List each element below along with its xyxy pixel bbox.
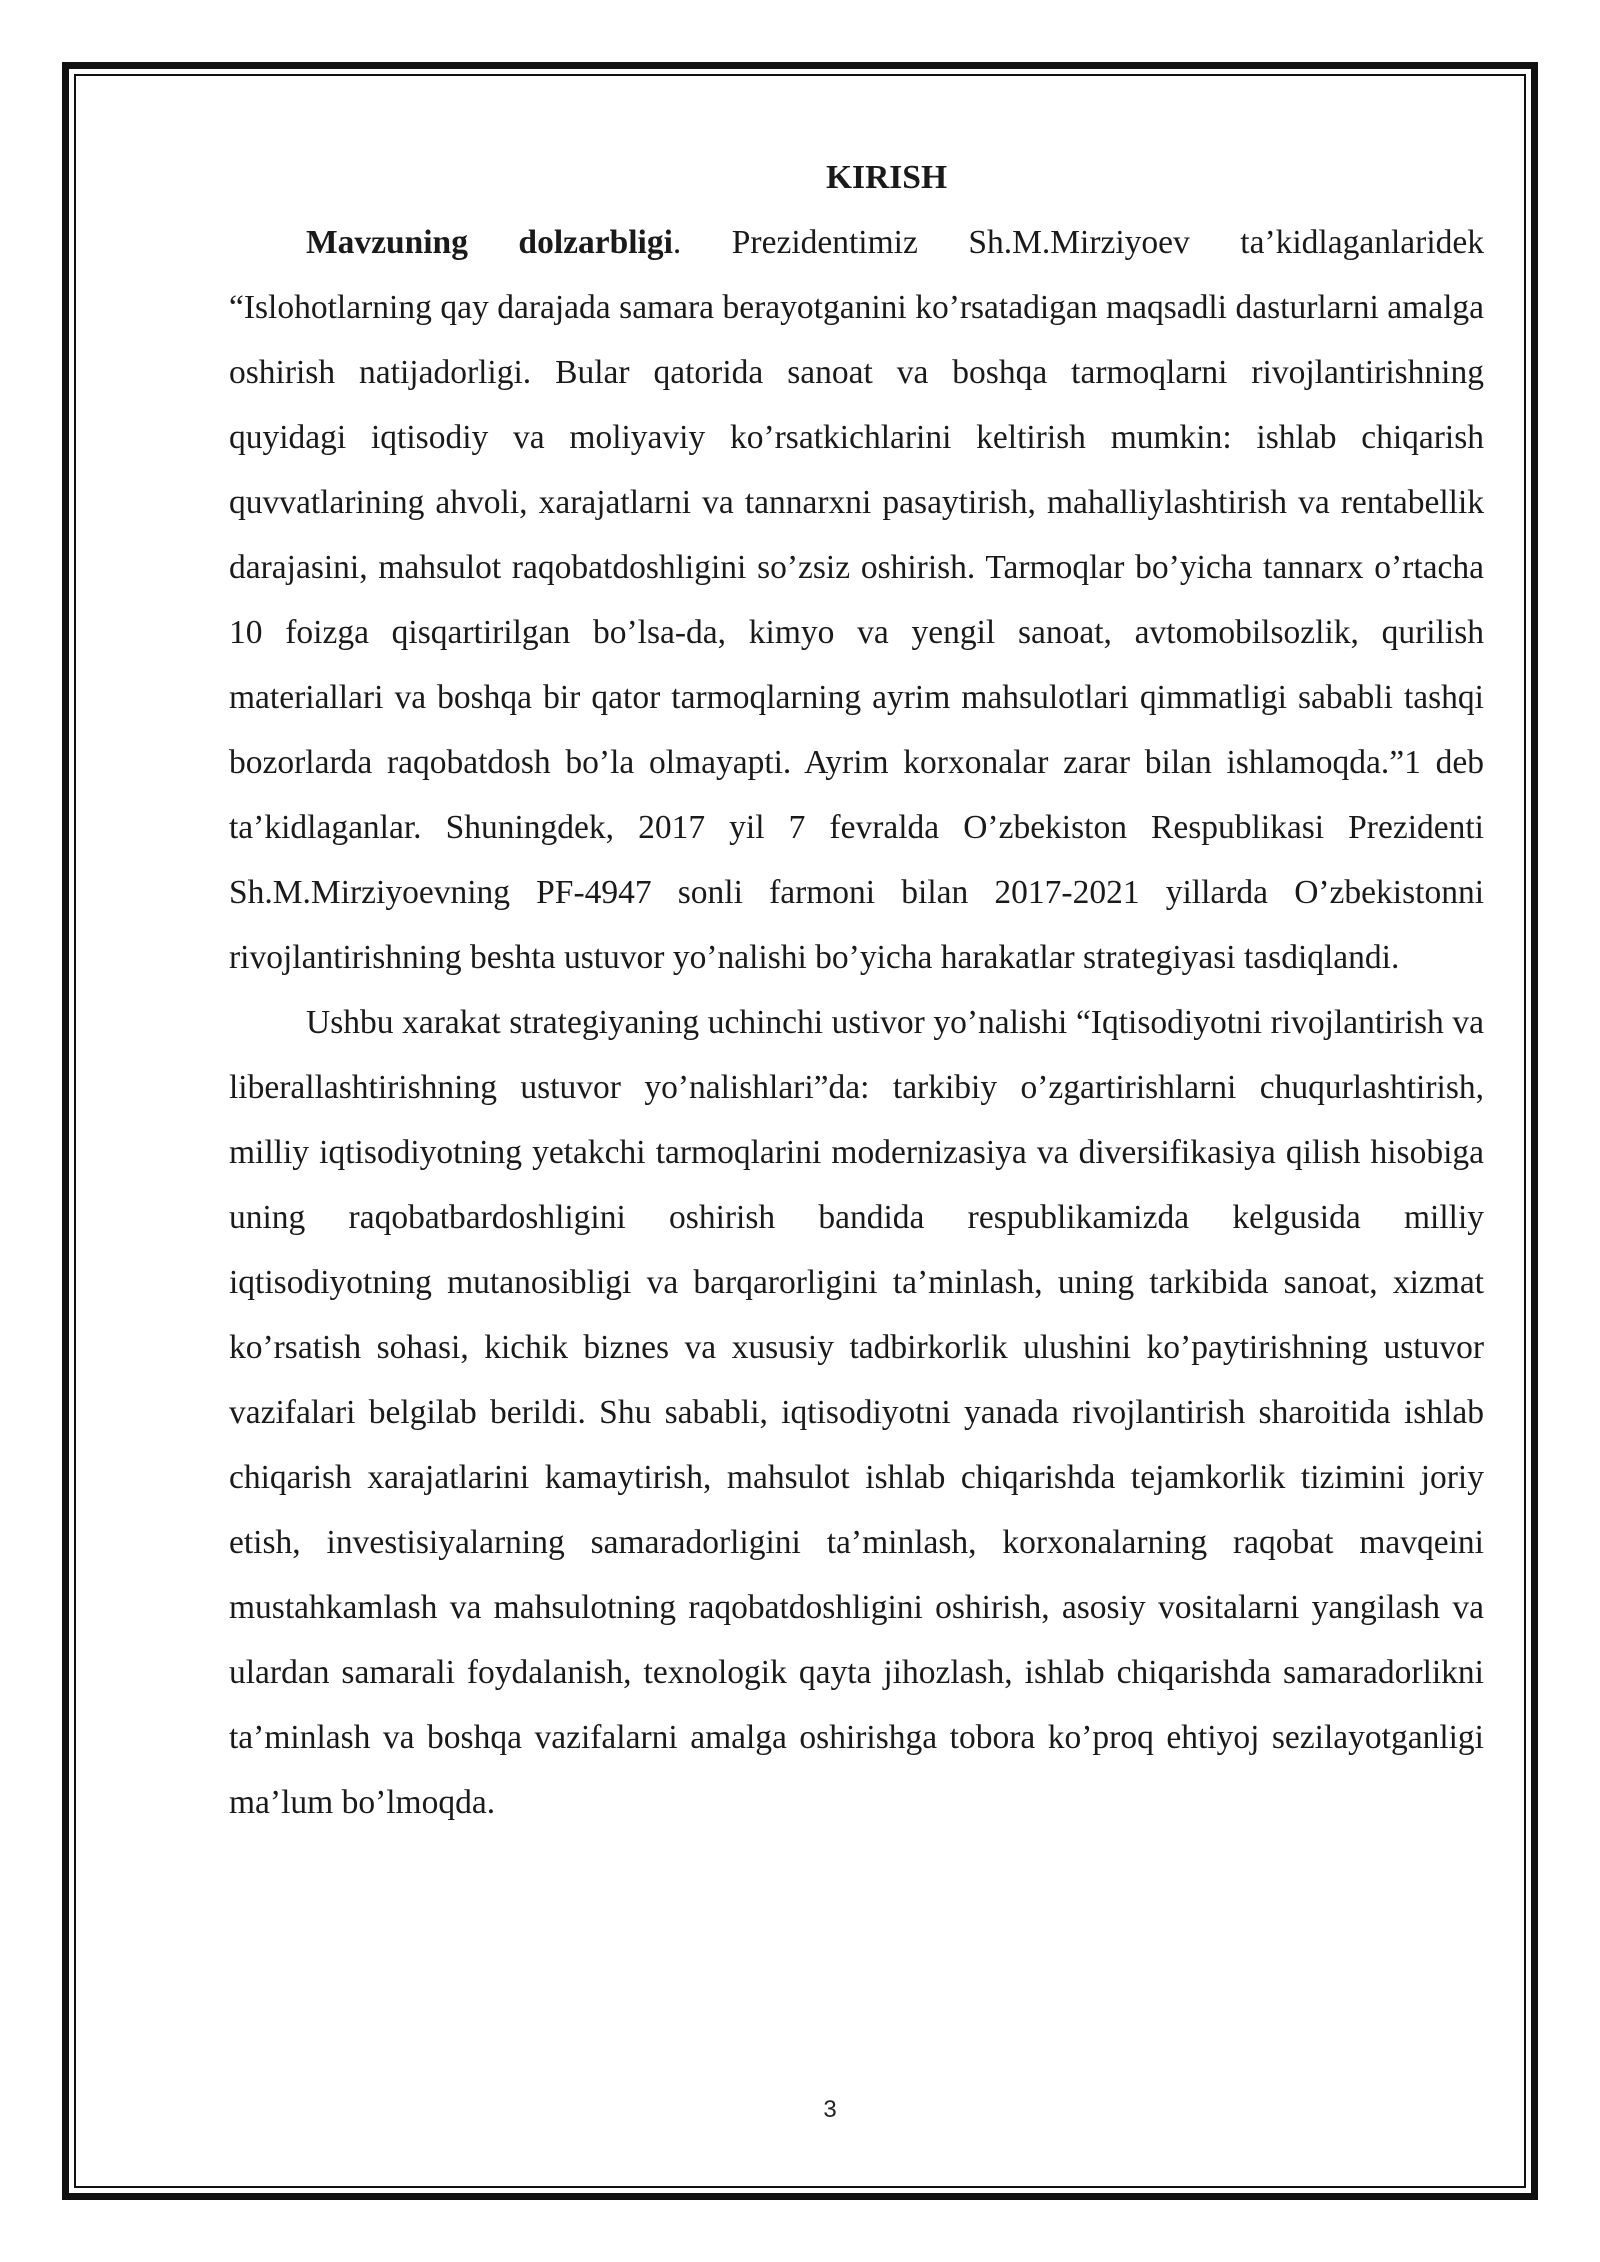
paragraph-relevance-text: . Prezidentimiz Sh.M.Mirziyoev ta’kidlaganlaridek “Islohotlarning qay darajada samara berayotganini ko’rsatadigan maqsadli dasturlarni amalga oshirish natijadorligi. Bular qatorida sanoat va boshqa tarmoqlarni rivojlantirishning quyidagi iqtisodiy va moliyaviy ko’rsatkichlarini keltirish mumkin: ishlab chiqarish quvvatlarining ahvoli, xarajatlarni va tannarxni pasaytirish, mahalliylashtirish va rentabellik darajasini, mahsulot raqobatdoshligini so’zsiz oshirish. Tarmoqlar bo’yicha tannarx o’rtacha 10 foizga qisqartirilgan bo’lsa-da, kimyo va yengil sanoat, avtomobilsozlik, qurilish materiallari va boshqa bir qator tarmoqlarning ayrim mahsulotlari qimmatligi sababli tashqi bozorlarda raqobatdosh bo’la olmayapti. Ayrim korxonalar zarar bilan ishlamoqda.”1 deb ta’kidlaganlar. Shuningdek, 2017 yil 7 fevralda O’zbekiston Respublikasi Prezidenti Sh.M.Mirziyoevning PF-4947 sonli farmoni bilan 2017-2021 yillarda O’zbekistonni rivojlantirishning beshta ustuvor yo’nalishi bo’yicha harakatlar strategiyasi tasdiqlandi. (229, 224, 1484, 976)
page-number: 3 (823, 2096, 837, 2123)
document-body (229, 145, 1484, 1835)
paragraph-strategy: Ushbu xarakat strategiyaning uchinchi ustivor yo’nalishi “Iqtisodiyotni rivojlantirish va liberallashtirishning ustuvor yo’nalishlari”da: tarkibiy o’zgartirishlarni chuqurlashtirish, milliy iqtisodiyotning yetakchi tarmoqlarini modernizasiya va diversifikasiya qilish hisobiga uning raqobatbardoshligini oshirish bandida respublikamizda kelgusida milliy iqtisodiyotning mutanosibligi va barqarorligini ta’minlash, uning tarkibida sanoat, xizmat ko’rsatish sohasi, kichik biznes va xususiy tadbirkorlik ulushini ko’paytirishning ustuvor vazifalari belgilab berildi. Shu sababli, iqtisodiyotni yanada rivojlantirish sharoitida ishlab chiqarish xarajatlarini kamaytirish, mahsulot ishlab chiqarishda tejamkorlik tizimini joriy etish, investisiyalarning samaradorligini ta’minlash, korxonalarning raqobat mavqeini mustahkamlash va mahsulotning raqobatdoshligini oshirish, asosiy vositalarni yangilash va ulardan samarali foydalanish, texnologik qayta jihozlash, ishlab chiqarishda samaradorlikni ta’minlash va boshqa vazifalarni amalga oshirishga tobora ko’proq ehtiyoj sezilayotganligi ma’lum bo’lmoqda. (229, 1004, 1484, 1821)
paragraph-lead-bold: Mavzuning dolzarbligi (306, 224, 673, 261)
section-title: KIRISH (825, 159, 947, 196)
paragraph-relevance (229, 210, 1484, 990)
